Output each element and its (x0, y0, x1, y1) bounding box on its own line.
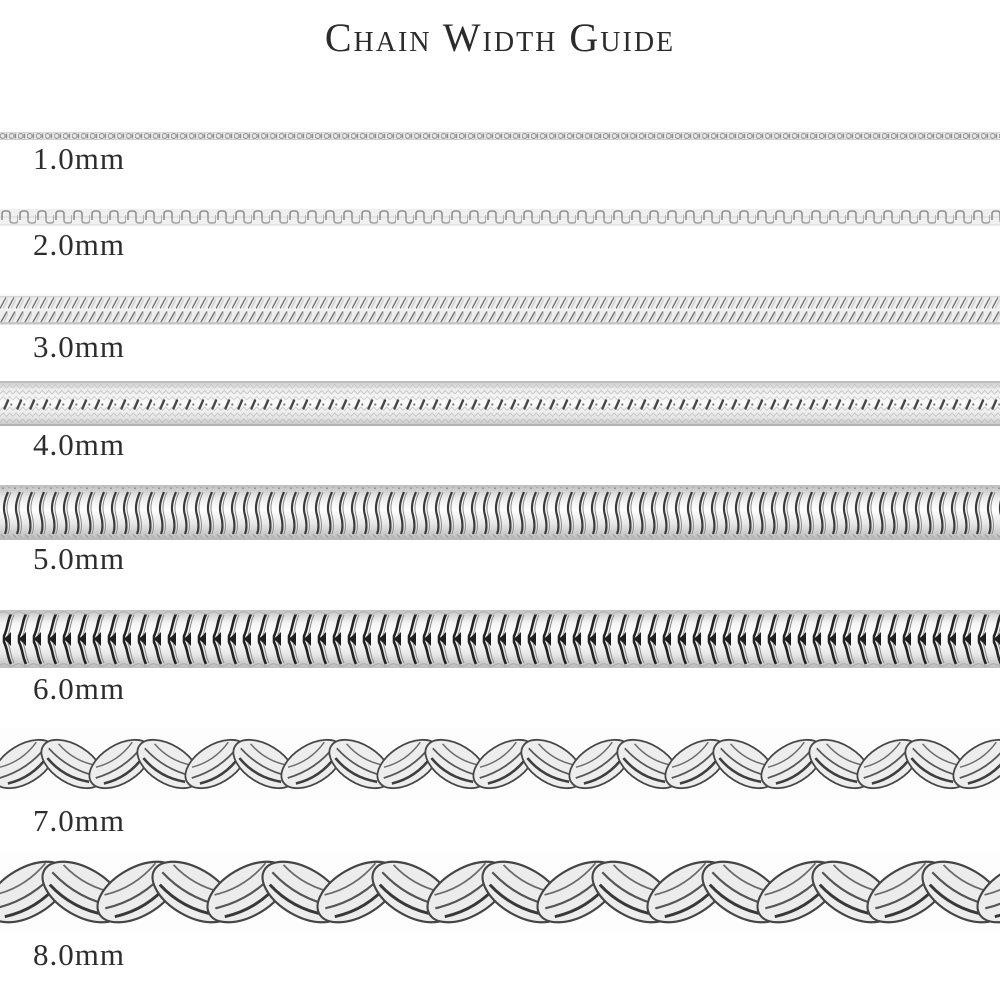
fine-box-chain-image (0, 129, 1000, 142)
chain-photo-4mm (0, 381, 1000, 426)
chain-photo-5mm (0, 485, 1000, 540)
chain-photo-8mm (0, 852, 1000, 932)
chain-photo-7mm (0, 728, 1000, 800)
chain-size-label-2mm: 2.0mm (33, 227, 125, 262)
snake-chain-bold-ribbed-image (0, 610, 1000, 668)
chain-size-label-1mm: 1.0mm (33, 141, 125, 176)
chain-size-label-8mm: 8.0mm (33, 937, 125, 972)
chain-photo-6mm (0, 610, 1000, 668)
chain-size-label-7mm: 7.0mm (33, 803, 125, 838)
chain-size-label-3mm: 3.0mm (33, 329, 125, 364)
snake-chain-image (0, 294, 1000, 325)
chain-size-label-5mm: 5.0mm (33, 541, 125, 576)
chain-photo-2mm (0, 206, 1000, 228)
box-chain-image (0, 206, 1000, 228)
rope-chain-large-image (0, 852, 1000, 932)
chain-photo-1mm (0, 129, 1000, 142)
chain-photo-3mm (0, 294, 1000, 325)
page-title: Chain Width Guide (324, 15, 676, 60)
snake-chain-ribbed-image (0, 485, 1000, 540)
chain-size-label-4mm: 4.0mm (33, 427, 125, 462)
snake-chain-mesh-image (0, 381, 1000, 426)
rope-chain-image (0, 728, 1000, 800)
chain-size-label-6mm: 6.0mm (33, 671, 125, 706)
